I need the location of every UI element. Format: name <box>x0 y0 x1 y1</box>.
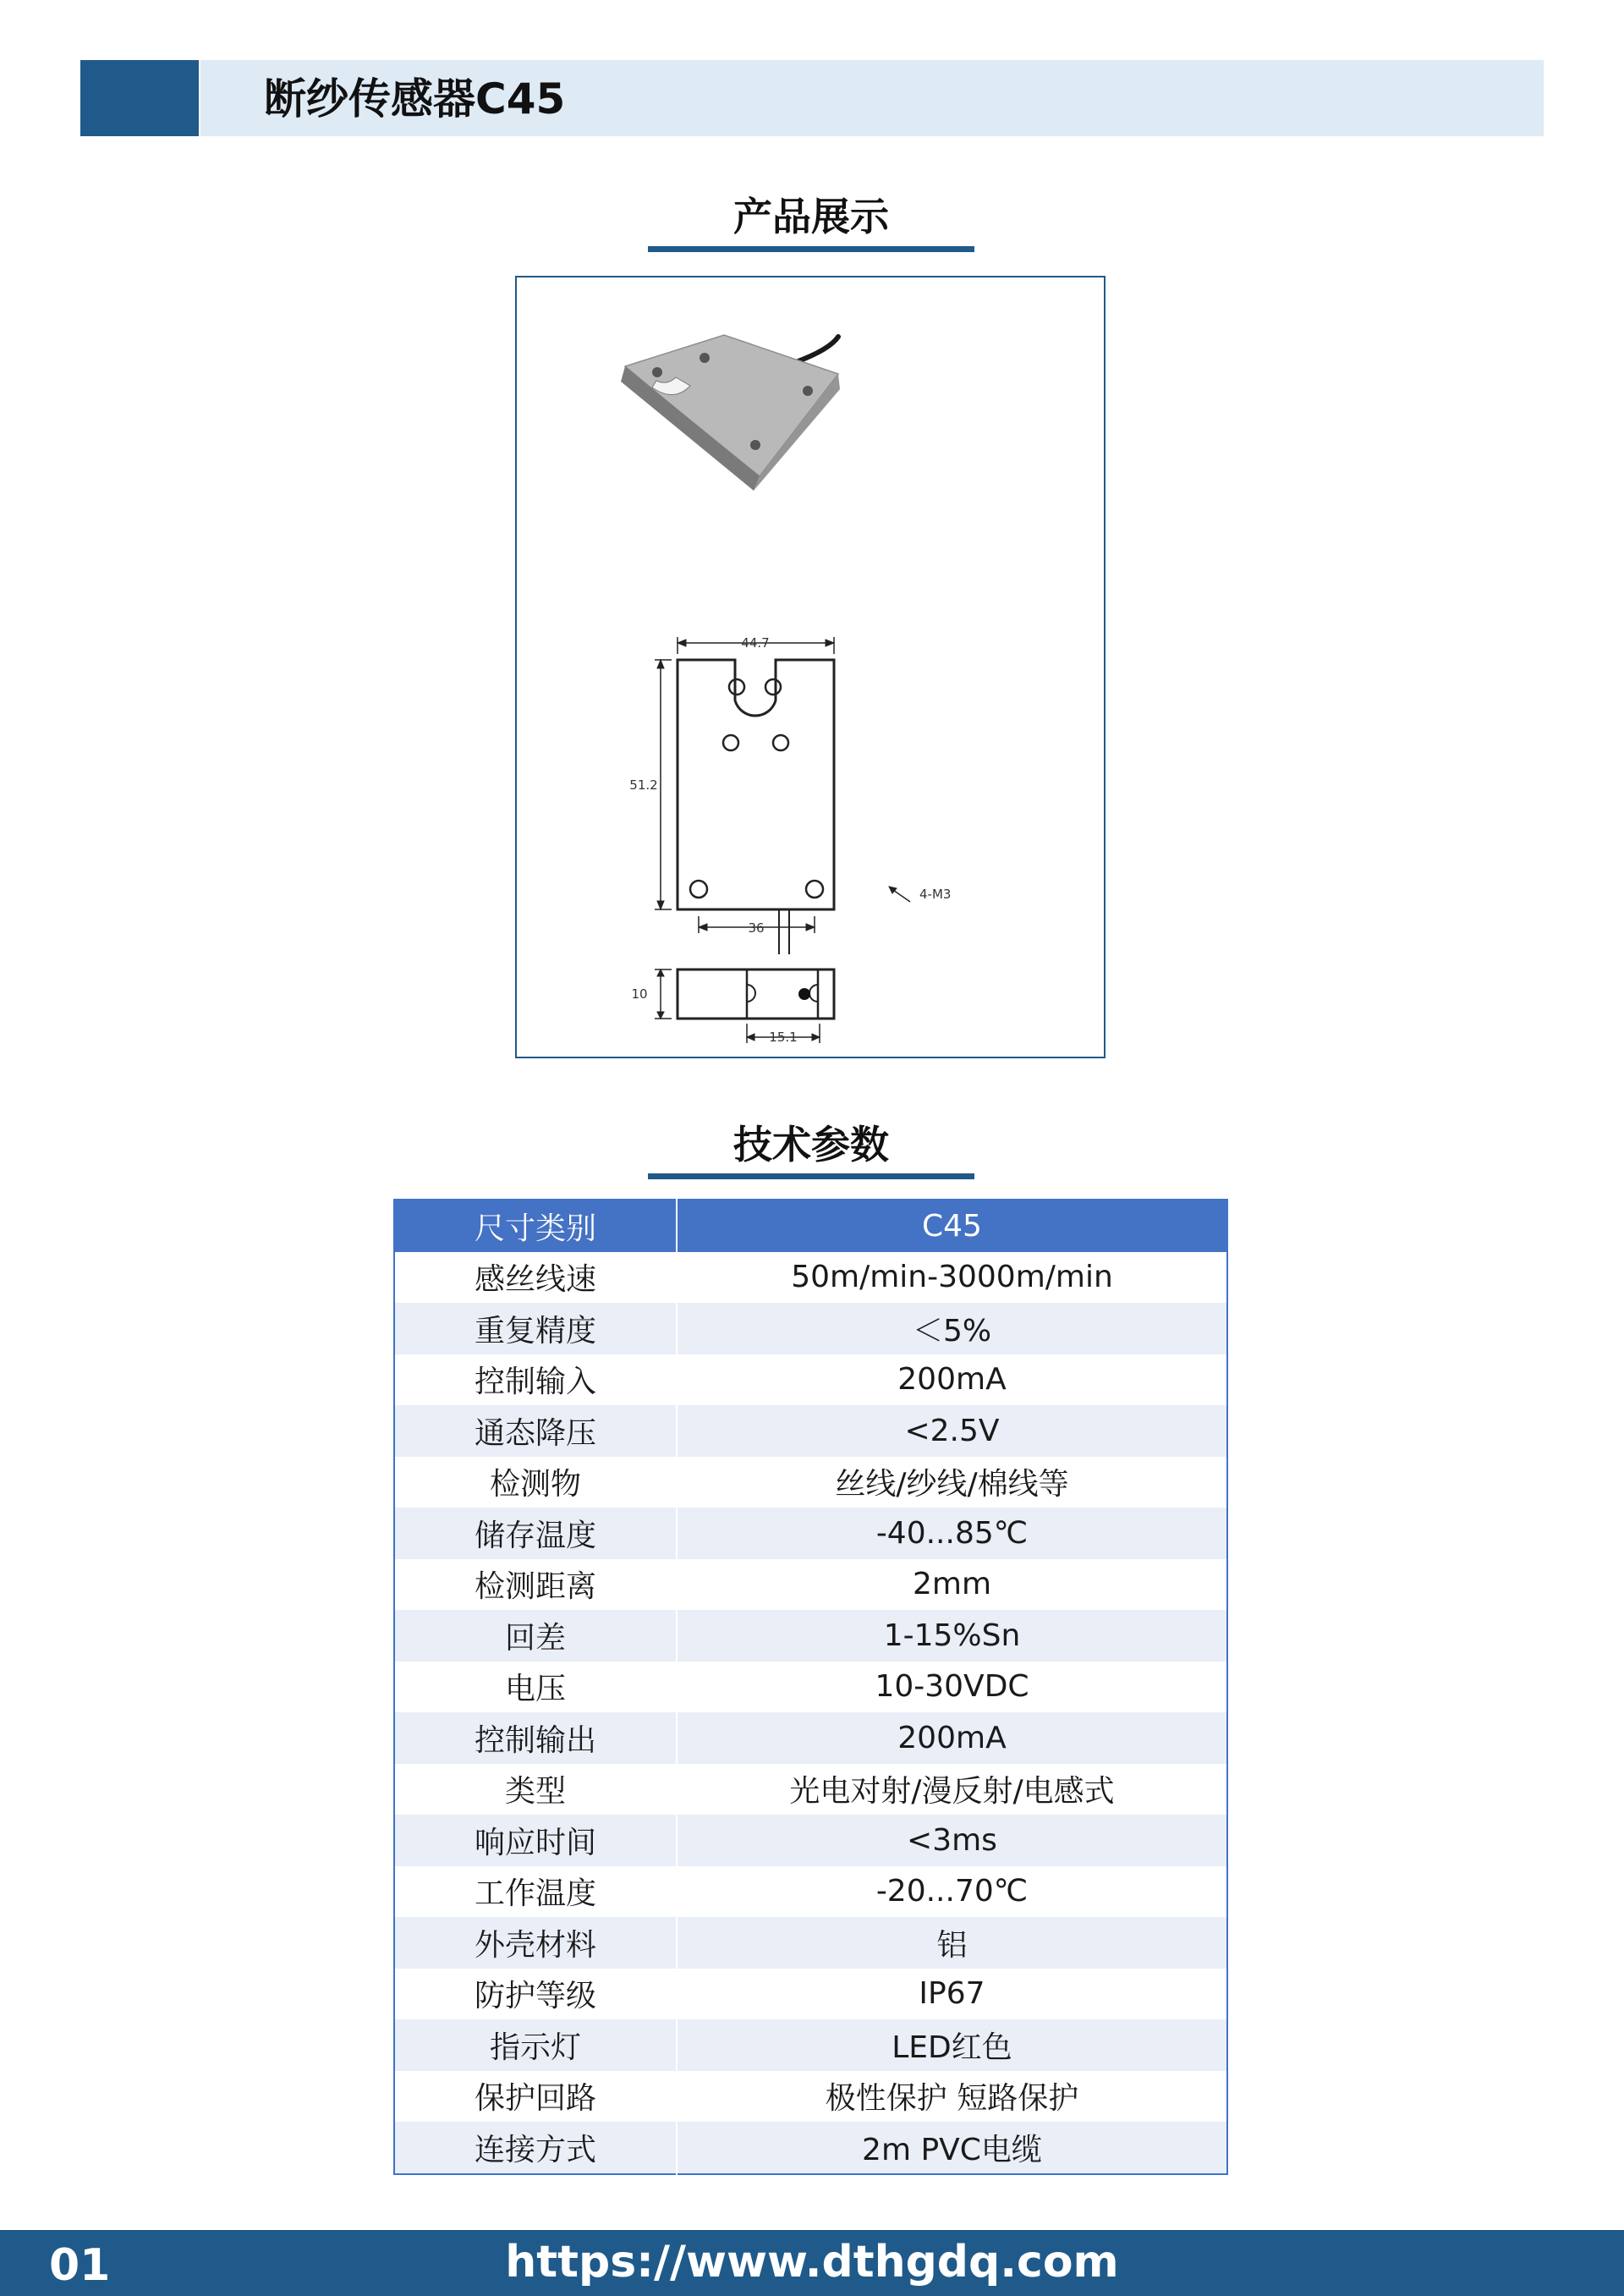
spec-key: 工作温度 <box>394 1866 677 1918</box>
spec-value: 2mm <box>677 1559 1227 1611</box>
table-row <box>394 1969 1227 2020</box>
website-link[interactable]: https://www.dthgdq.com <box>505 2237 1119 2288</box>
spec-value: LED红色 <box>677 2019 1227 2071</box>
spec-key: 类型 <box>394 1764 677 1815</box>
spec-table <box>393 1199 1228 2175</box>
table-row <box>394 1764 1227 1815</box>
table-row <box>394 1610 1227 1662</box>
dimension-width-label: 44.7 <box>741 635 770 651</box>
spec-value: 2m PVC电缆 <box>677 2122 1227 2174</box>
spec-key: 通态降压 <box>394 1405 677 1457</box>
dimension-hole-spacing-label: 36 <box>748 920 765 936</box>
spec-key: 保护回路 <box>394 2071 677 2123</box>
spec-value: <2.5V <box>677 1405 1227 1457</box>
spec-value: 极性保护 短路保护 <box>677 2071 1227 2123</box>
spec-value: -40...85℃ <box>677 1508 1227 1559</box>
table-row <box>394 1866 1227 1918</box>
table-row <box>394 1917 1227 1969</box>
page-number: 01 <box>49 2240 111 2291</box>
spec-key: 控制输入 <box>394 1354 677 1406</box>
spec-table-header <box>394 1200 1227 1252</box>
header-accent-block <box>80 60 199 136</box>
spec-key: 储存温度 <box>394 1508 677 1559</box>
spec-header-key: 尺寸类别 <box>394 1200 677 1252</box>
spec-value: IP67 <box>677 1969 1227 2020</box>
table-row <box>394 1712 1227 1764</box>
table-row <box>394 2019 1227 2071</box>
table-row <box>394 1252 1227 1304</box>
spec-key: 检测物 <box>394 1457 677 1508</box>
spec-value: 丝线/纱线/棉线等 <box>677 1457 1227 1508</box>
spec-value: 200mA <box>677 1354 1227 1406</box>
dimension-slot-width-label: 15.1 <box>769 1030 798 1045</box>
table-row <box>394 1662 1227 1713</box>
table-row <box>394 1354 1227 1406</box>
spec-value: 1-15%Sn <box>677 1610 1227 1662</box>
spec-value: 50m/min-3000m/min <box>677 1252 1227 1304</box>
table-row <box>394 1815 1227 1866</box>
spec-key: 回差 <box>394 1610 677 1662</box>
table-row <box>394 2122 1227 2174</box>
table-row <box>394 1508 1227 1559</box>
product-display-underline <box>648 246 974 252</box>
spec-underline <box>648 1173 974 1179</box>
dimension-thickness-label: 10 <box>631 986 648 1002</box>
dimension-height-label: 51.2 <box>629 777 658 793</box>
table-row <box>394 1457 1227 1508</box>
table-row <box>394 1559 1227 1611</box>
spec-key: 防护等级 <box>394 1969 677 2020</box>
spec-key: 检测距离 <box>394 1559 677 1611</box>
spec-key: 连接方式 <box>394 2122 677 2174</box>
table-row <box>394 2071 1227 2123</box>
spec-heading: 技术参数 <box>733 1122 889 1167</box>
spec-value: ＜5% <box>677 1303 1227 1354</box>
spec-value: -20...70℃ <box>677 1866 1227 1918</box>
product-display-heading: 产品展示 <box>733 194 889 239</box>
table-row <box>394 1405 1227 1457</box>
table-row <box>394 1303 1227 1354</box>
spec-key: 外壳材料 <box>394 1917 677 1969</box>
spec-key: 电压 <box>394 1662 677 1713</box>
spec-key: 指示灯 <box>394 2019 677 2071</box>
sensor-photo <box>621 335 840 491</box>
spec-header-value: C45 <box>677 1200 1227 1252</box>
product-image-frame <box>515 276 1106 1058</box>
dimension-drawing <box>655 637 910 1043</box>
spec-key: 控制输出 <box>394 1712 677 1764</box>
hole-callout-label: 4-M3 <box>919 887 952 902</box>
spec-value: <3ms <box>677 1815 1227 1866</box>
spec-value: 光电对射/漫反射/电感式 <box>677 1764 1227 1815</box>
spec-value: 10-30VDC <box>677 1662 1227 1713</box>
spec-value: 200mA <box>677 1712 1227 1764</box>
spec-key: 响应时间 <box>394 1815 677 1866</box>
product-illustration <box>517 277 1107 1060</box>
spec-value: 铝 <box>677 1917 1227 1969</box>
page-title: 断纱传感器C45 <box>264 74 566 124</box>
spec-key: 感丝线速 <box>394 1252 677 1304</box>
spec-key: 重复精度 <box>394 1303 677 1354</box>
